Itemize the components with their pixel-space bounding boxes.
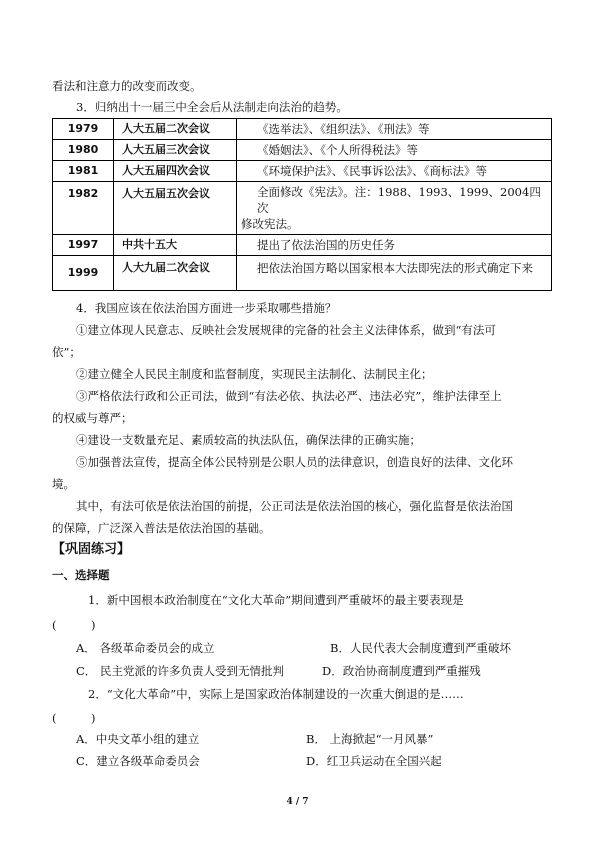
measure-5: ⑤加强普法宣传，提高全体公民特别是公职人员的法律意识，创造良好的法律、文化环 bbox=[76, 455, 513, 469]
year-cell: 1997 bbox=[53, 235, 114, 256]
page-number: 4 / 7 bbox=[286, 797, 309, 807]
item-4-title: 4．我国应该在依法治国方面进一步采取哪些措施？ bbox=[76, 301, 337, 315]
meeting-cell: 中共十五大 bbox=[114, 235, 237, 256]
meeting-cell: 人大五届二次会议 bbox=[114, 119, 237, 140]
year-cell: 1981 bbox=[53, 161, 114, 182]
table-row bbox=[53, 119, 552, 140]
table-row bbox=[53, 182, 552, 235]
question-1-option-a: A． 各级革命委员会的成立 bbox=[76, 641, 215, 655]
question-1-option-d: D．政治协商制度遭到严重摧残 bbox=[322, 664, 481, 678]
content-line: 修改宪法。 bbox=[241, 217, 299, 231]
content-cell bbox=[237, 182, 552, 235]
section-title: 【巩固练习】 bbox=[52, 542, 131, 557]
table-row bbox=[53, 140, 552, 161]
question-1-stem: 1．新中国根本政治制度在“文化大革命”期间遭到严重破坏的最主要表现是 bbox=[88, 593, 464, 607]
measure-2: ②建立健全人民民主制度和监督制度，实现民主法制化、法制民主化； bbox=[76, 367, 433, 381]
question-2-option-d: D．红卫兵运动在全国兴起 bbox=[306, 754, 442, 768]
question-1-answer-blank: ( ) bbox=[52, 618, 96, 632]
content-cell: 把依法治国方略以国家根本大法即宪法的形式确定下来 bbox=[237, 256, 552, 291]
table-row bbox=[53, 256, 552, 291]
legislation-table bbox=[52, 118, 552, 291]
content-cell: 提出了依法治国的历史任务 bbox=[237, 235, 552, 256]
measure-5-cont: 境。 bbox=[52, 477, 75, 491]
measure-1: ①建立体现人民意志、反映社会发展规律的完备的社会主义法律体系，做到“有法可 bbox=[76, 323, 496, 337]
measure-1-cont: 依”； bbox=[52, 345, 81, 359]
question-2-stem: 2．“文化大革命”中，实际上是国家政治体制建设的一次重大倒退的是…… bbox=[88, 687, 464, 701]
question-1-option-b: B．人民代表大会制度遭到严重破坏 bbox=[330, 641, 511, 655]
meeting-cell: 人大五届五次会议 bbox=[114, 182, 237, 235]
table-row bbox=[53, 235, 552, 256]
continued-text: 看法和注意力的改变而改变。 bbox=[52, 79, 202, 93]
question-2-option-b: B． 上海掀起“一月风暴” bbox=[306, 732, 434, 746]
meeting-cell: 人大五届三次会议 bbox=[114, 140, 237, 161]
item-3-title: 3．归纳出十一届三中全会后从法制走向法治的趋势。 bbox=[76, 100, 348, 114]
question-2-option-a: A．中央文革小组的建立 bbox=[76, 732, 200, 746]
measure-3-cont: 的权威与尊严； bbox=[52, 411, 133, 425]
year-cell: 1980 bbox=[53, 140, 114, 161]
meeting-cell: 人大九届二次会议 bbox=[114, 256, 237, 291]
content-line: 全面修改《宪法》。注：1988、1993、1999、2004四次 bbox=[257, 185, 541, 215]
year-cell: 1979 bbox=[53, 119, 114, 140]
year-cell: 1999 bbox=[53, 256, 114, 291]
content-cell: 《婚姻法》、《个人所得税法》等 bbox=[237, 140, 552, 161]
part-title: 一、选择题 bbox=[52, 568, 110, 582]
measure-3: ③严格依法行政和公正司法，做到“有法必依、执法必严、违法必究”，维护法律至上 bbox=[76, 389, 502, 403]
year-cell: 1982 bbox=[53, 182, 114, 235]
question-1-option-c: C． 民主党派的许多负责人受到无情批判 bbox=[76, 664, 284, 678]
measure-4: ④建设一支数量充足、素质较高的执法队伍，确保法律的正确实施； bbox=[76, 433, 421, 447]
content-cell: 《环境保护法》、《民事诉讼法》、《商标法》等 bbox=[237, 161, 552, 182]
content-cell: 《选举法》、《组织法》、《刑法》等 bbox=[237, 119, 552, 140]
summary-text: 其中，有法可依是依法治国的前提，公正司法是依法治国的核心，强化监督是依法治国 bbox=[76, 499, 513, 513]
question-2-answer-blank: ( ) bbox=[52, 711, 96, 725]
meeting-cell: 人大五届四次会议 bbox=[114, 161, 237, 182]
table-row bbox=[53, 161, 552, 182]
question-2-option-c: C．建立各级革命委员会 bbox=[76, 754, 200, 768]
summary-text-cont: 的保障，广泛深入普法是依法治国的基础。 bbox=[52, 521, 271, 535]
